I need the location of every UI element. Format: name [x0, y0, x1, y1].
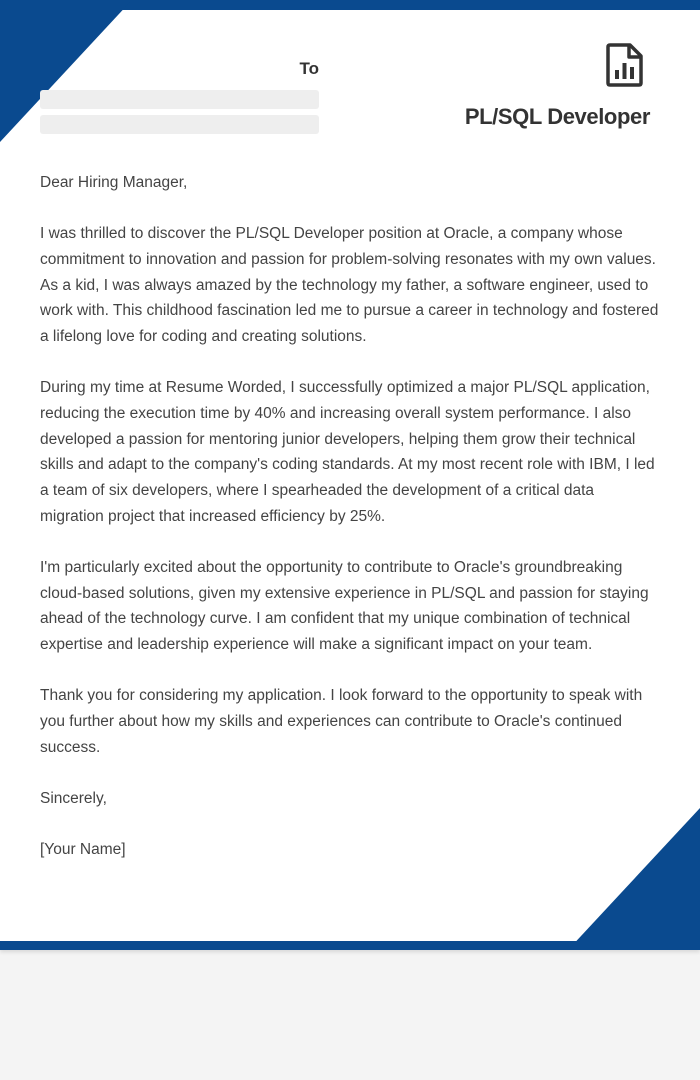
recipient-to-label: To: [299, 59, 319, 78]
letter-paragraph-1: I was thrilled to discover the PL/SQL Developer position at Oracle, a company whose commitment to innovation and passion for problem-solving resonates with my own values. As a kid, I was always amazed by the technology my father, a software engineer, used to work with. This childhood fascination led me to pursue a career in technology and fostered a lifelong love for coding and creating solutions.: [40, 225, 659, 346]
letter-body: [40, 170, 662, 888]
letter-paragraph-2: During my time at Resume Worded, I successfully optimized a major PL/SQL application, reducing the execution time by 40% and increasing overall system performance. I also developed a passion for mentoring junior developers, helping them grow their technical skills and adapt to the company's coding standards. At my most recent role with IBM, I led a team of six developers, where I spearheaded the development of a critical data migration project that increased efficiency by 25%.: [40, 379, 655, 525]
letter-paragraph-4: Thank you for considering my application. I look forward to the opportunity to speak with you further about how my skills and experiences can contribute to Oracle's continued success.: [40, 687, 643, 756]
letter-greeting: Dear Hiring Manager,: [40, 174, 188, 191]
recipient-address-placeholder: [40, 115, 319, 134]
document-chart-icon: [606, 43, 643, 87]
letter-signature: [Your Name]: [40, 841, 126, 859]
letter-paragraph-3: I'm particularly excited about the opportunity to contribute to Oracle's groundbreaking cloud-based solutions, given my extensive experience in PL/SQL and passion for staying ahead of the technology curve. I am confident that my unique combination of technical expertise and leadership experience will make a significant impact on your team.: [40, 558, 649, 654]
recipient-name-placeholder: [40, 90, 319, 109]
job-title: PL/SQL Developer: [464, 104, 650, 129]
letter-closing: Sincerely,: [40, 789, 107, 807]
